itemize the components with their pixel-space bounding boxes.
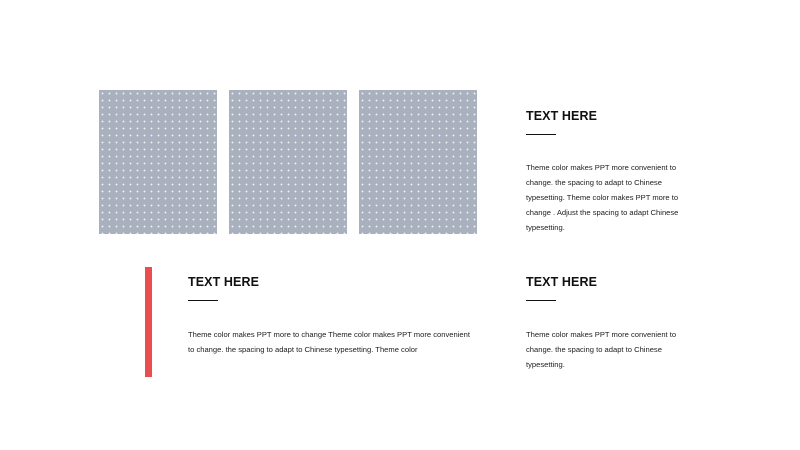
heading-underline (526, 300, 556, 301)
heading-underline (526, 134, 556, 135)
body-top-right: Theme color makes PPT more convenient to change. the spacing to adapt to Chinese typesetting. Theme color makes PPT more to change . Adjust the spacing to adapt Chinese typesetting. (526, 163, 679, 232)
body-bottom-left: Theme color makes PPT more to change Theme color makes PPT more convenient to change. the spacing to adapt to Chinese typesetting. Theme color (188, 330, 470, 354)
body-bottom-right: Theme color makes PPT more convenient to change. the spacing to adapt to Chinese typesetting. (526, 330, 677, 369)
text-block-top-right (526, 109, 701, 235)
text-block-bottom-right (526, 275, 701, 372)
image-placeholder-3 (359, 90, 477, 234)
text-block-bottom-left (188, 275, 478, 357)
heading-underline (188, 300, 218, 301)
accent-bar (145, 267, 152, 377)
heading-bottom-left: TEXT HERE (188, 275, 260, 289)
image-placeholder-1 (99, 90, 217, 234)
heading-bottom-right: TEXT HERE (526, 275, 598, 289)
heading-top-right: TEXT HERE (526, 109, 598, 123)
image-placeholder-2 (229, 90, 347, 234)
